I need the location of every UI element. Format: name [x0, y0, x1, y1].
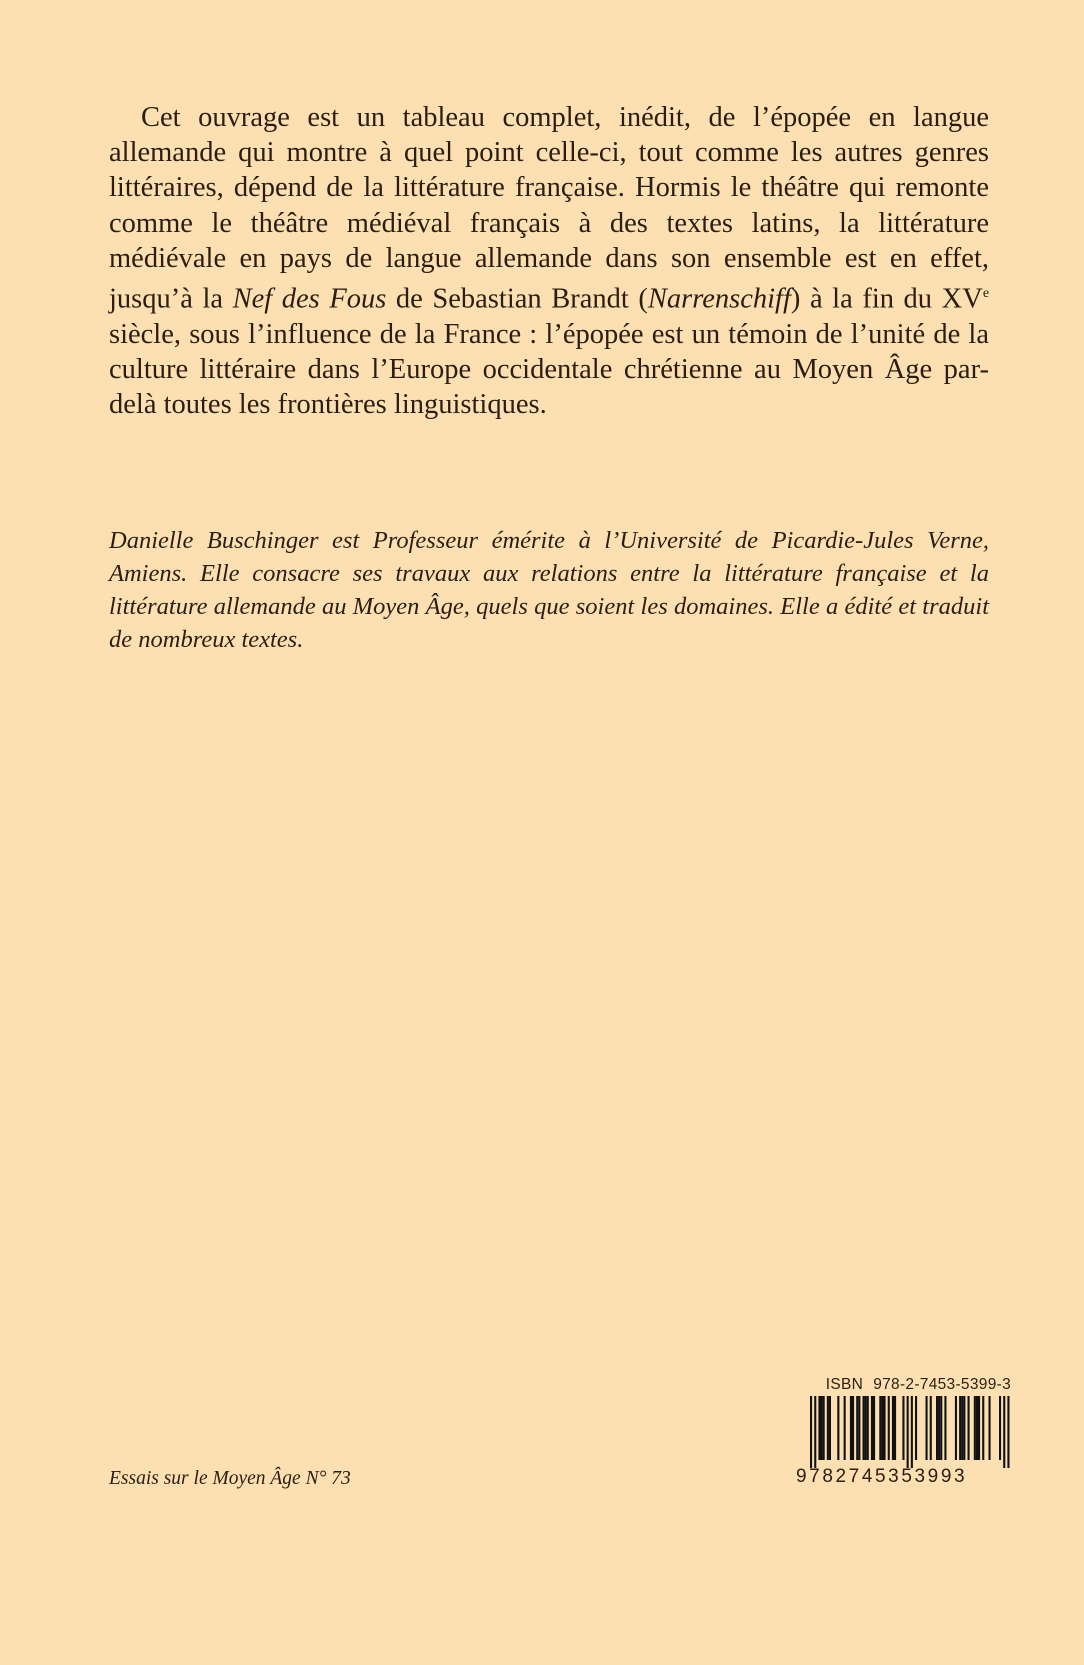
blurb-text: siècle, sous l’influence de la France : l’épopée est un témoin de l’unité de la culture littéraire dans l’Europe occidentale chrétienne au Moyen Âge par-delà toutes les frontières linguistiques.: [109, 318, 989, 421]
barcode-bar: [844, 1396, 846, 1460]
barcode-bar: [888, 1396, 890, 1460]
barcode-bar: [867, 1396, 869, 1460]
barcode-bar: [1007, 1396, 1009, 1468]
barcode-bar: [978, 1396, 980, 1460]
barcode-bar: [892, 1396, 894, 1460]
century-superscript: e: [982, 286, 990, 302]
barcode-bar: [968, 1396, 970, 1460]
barcode-bar: [873, 1396, 875, 1460]
barcode-bar: [915, 1396, 917, 1460]
isbn-barcode: [796, 1376, 1011, 1488]
barcode-bar: [974, 1396, 976, 1460]
author-bio-text: Danielle Buschinger est Professeur émérite à l’Université de Picardie-Jules Verne, Amiens. Elle consacre ses travaux aux relations entre la littérature française et la littérature allemande au Moyen Âge, quels que soient les domaines. Elle a édité et traduit de nombreux textes.: [109, 527, 989, 653]
barcode-bar: [999, 1396, 1001, 1460]
barcode-bar: [871, 1396, 873, 1460]
barcode-bar: [823, 1396, 825, 1460]
title-nef-des-fous: Nef des Fous: [232, 283, 387, 315]
barcode-bar: [821, 1396, 823, 1460]
barcode-bar: [938, 1396, 940, 1460]
ean-digits: 9782745353993: [796, 1466, 968, 1487]
isbn-label: ISBN: [825, 1376, 864, 1393]
barcode-bar: [936, 1396, 938, 1460]
blurb-text: Cet ouvrage est un tableau complet, inédit, de l’épopée en langue allemande qui montre à quel point celle-ci, tout comme les autres genres littéraires, dépend de la littérature française. Hormis le théâtre qui remonte comme le théâtre médiéval français à des textes latins, la littérature médiévale en pays de langue allemande dans son ensemble est en effet, jusqu’à la: [109, 102, 989, 315]
barcode-bar: [926, 1396, 928, 1460]
barcode-bar: [961, 1396, 963, 1460]
back-cover-blurb: [109, 100, 989, 422]
barcode-bar: [963, 1396, 965, 1460]
barcode-bar: [814, 1396, 816, 1468]
barcode-bar: [829, 1396, 831, 1460]
barcode-bar: [852, 1396, 854, 1460]
barcode-bar: [858, 1396, 860, 1460]
barcode-bar: [850, 1396, 852, 1460]
barcode-bar: [1003, 1396, 1005, 1468]
barcode-bar: [827, 1396, 829, 1460]
barcode-bar: [982, 1396, 984, 1460]
barcode-bar: [944, 1396, 946, 1460]
barcode-bar: [989, 1396, 991, 1460]
barcode-bar: [940, 1396, 942, 1460]
blurb-text: ) à la fin du XV: [790, 283, 983, 315]
barcode-bar: [894, 1396, 896, 1460]
barcode-bar: [930, 1396, 932, 1460]
barcode-bar: [810, 1396, 812, 1468]
isbn-text: [796, 1376, 1011, 1394]
barcode-bar: [837, 1396, 839, 1460]
barcode-bar: [863, 1396, 865, 1460]
barcode-bar: [976, 1396, 978, 1460]
barcode-bar: [884, 1396, 886, 1460]
barcode-bar: [955, 1396, 957, 1460]
blurb-text: de Sebastian Brandt (: [386, 283, 648, 315]
barcode-bar: [818, 1396, 820, 1460]
isbn-number: 978-2-7453-5399-3: [873, 1376, 1011, 1393]
barcode-bar: [879, 1396, 881, 1460]
barcode-bar: [865, 1396, 867, 1460]
barcode-bar: [902, 1396, 904, 1460]
barcode-bars: [796, 1396, 1011, 1468]
barcode-bar: [959, 1396, 961, 1460]
barcode-bar: [881, 1396, 883, 1460]
barcode-bar: [907, 1396, 909, 1468]
series-label: Essais sur le Moyen Âge N° 73: [109, 1468, 351, 1489]
barcode-bar: [911, 1396, 913, 1468]
author-bio: [109, 524, 989, 656]
barcode-bar: [856, 1396, 858, 1460]
title-narrenschiff: Narrenschiff: [647, 283, 791, 315]
